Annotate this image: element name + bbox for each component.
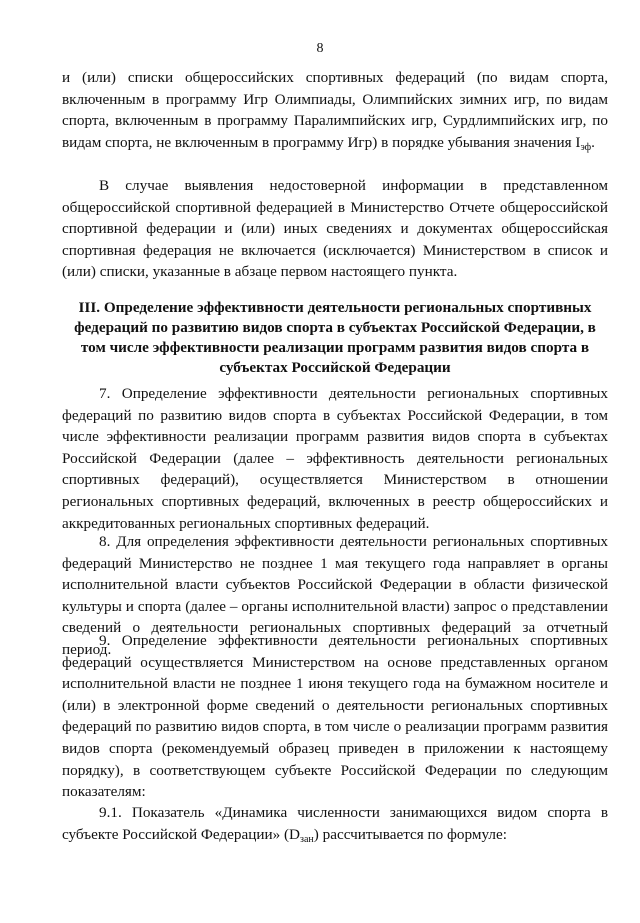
paragraph-text: В случае выявления недостоверной информации в представленном общероссийской спортивной федерацией в Министерство Отчете общероссийской спортивной федерации и (или) иных сведениях и документах общероссийская спортивная федерация не включается (исключается) Министерством в список и (или) списки, указанные в абзаце первом настоящего пункта. [62,177,608,281]
paragraph-text: 9.1. Показатель «Динамика численности занимающихся видом спорта в субъекте Российской Федерации» (D [62,804,608,843]
paragraph-tail: ) рассчитывается по формуле: [313,825,507,843]
paragraph-false-information [62,175,608,283]
indicator-subscript: зан [300,833,314,845]
paragraph-text: 9. Определение эффективности деятельности региональных спортивных федераций осуществляется Министерством на основе представленных органом исполнительной власти не позднее 1 июня текущего года на бумажном носителе и (или) в электронной форме сведений о деятельности региональных спортивных федераций по развитию видов спорта, в том числе о реализации программ развития видов спорта (рекомендуемый образец приведен в приложении к настоящему порядку), в соответствующем субъекте Российской Федерации по следующим показателям: [62,632,608,801]
page-number: 8 [316,41,324,56]
paragraph-tail: . [591,133,595,151]
efficiency-subscript: эф [580,141,592,153]
section-heading: III. Определение эффективности деятельности региональных спортивных федераций по развитию видов спорта в субъектах Российской Федерации, в том числе эффективности реализации программ развития видов спорта в субъектах Российской Федерации [74,299,596,376]
paragraph-text: 8. Для определения эффективности деятельности региональных спортивных федераций Министерство не позднее 1 мая текущего года направляет в органы исполнительной власти субъектов Российской Федерации в области физической культуры и спорта (далее – органы исполнительной власти) запрос о представлении сведений о деятельности региональных спортивных федераций за отчетный период. [62,533,608,658]
paragraph-text: и (или) списки общероссийских спортивных федераций (по видам спорта, включенным в программу Игр Олимпиады, Олимпийских зимних игр, по видам спорта, включенным в программу Паралимпийских игр, Сурдлимпийских игр, по видам спорта, не включенным в программу Игр) в порядке убывания значения I [62,69,608,151]
paragraph-7 [62,383,608,534]
paragraph-9-1 [62,802,608,845]
paragraph-text: 7. Определение эффективности деятельности региональных спортивных федераций по развитию видов спорта в субъектах Российской Федерации, в том числе эффективности реализации программ развития видов спорта в субъектах Российской Федерации (далее – эффективность деятельности региональных спортивных федераций), осуществляется Министерством в отношении региональных спортивных федераций, включенных в реестр общероссийских и аккредитованных региональных спортивных федераций. [62,385,608,532]
paragraph-9 [62,630,608,803]
paragraph-list-continuation [62,67,608,153]
